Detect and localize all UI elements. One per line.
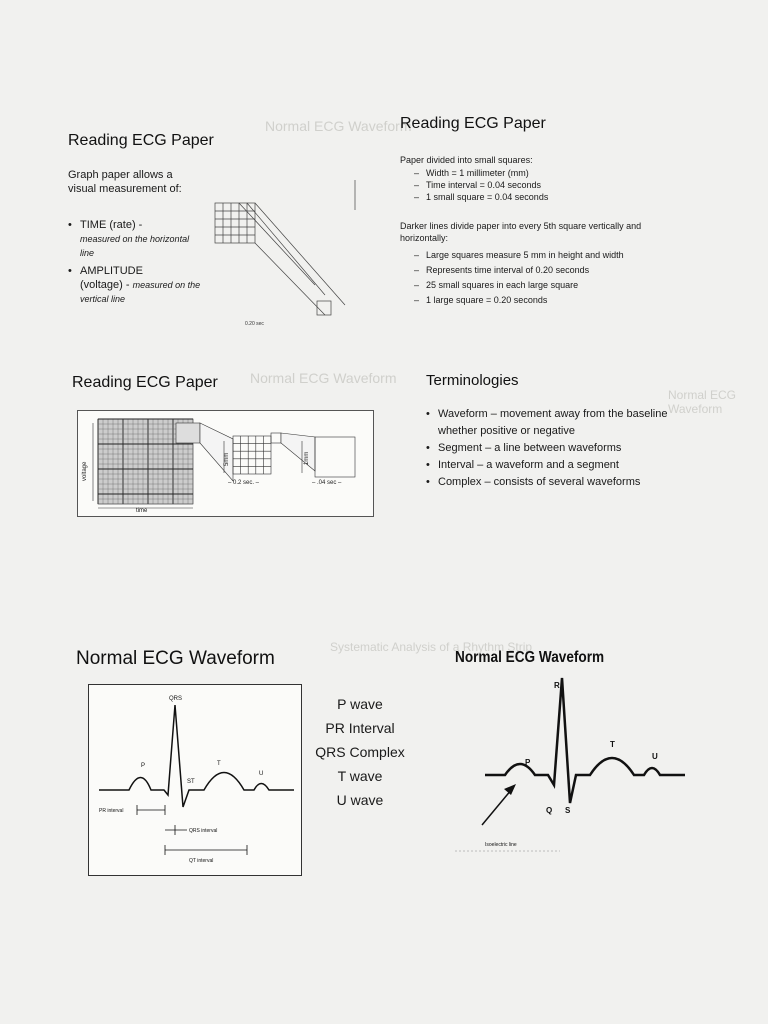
small-square-list bbox=[414, 167, 674, 203]
slide-title: Normal ECG Waveform bbox=[455, 649, 605, 666]
small-interval-label: – 0.2 sec. – bbox=[228, 480, 260, 486]
r-label: R bbox=[554, 681, 560, 690]
list-item: • Complex – consists of several waveforms bbox=[426, 474, 691, 491]
slide-reading-ecg-paper-3 bbox=[72, 370, 382, 520]
list-item: QRS Complex bbox=[315, 744, 405, 760]
list-item: T wave bbox=[337, 768, 383, 784]
ecg-waveform-svg bbox=[89, 685, 301, 875]
p-label: P bbox=[141, 763, 146, 769]
slide-normal-ecg-waveform-1 bbox=[70, 642, 410, 882]
st-label: ST bbox=[187, 779, 195, 785]
t-label: T bbox=[217, 761, 221, 767]
ecg-grid-zoom-figure bbox=[205, 175, 365, 335]
ecg-waveform-svg bbox=[440, 673, 710, 863]
slide-title: Reading ECG Paper bbox=[72, 374, 218, 391]
pr-interval-label: PR interval bbox=[99, 808, 124, 814]
slide-title: Reading ECG Paper bbox=[68, 132, 214, 149]
intro-text: Graph paper allows a visual measurement of: bbox=[68, 169, 182, 195]
item-note: measured on the horizontal line bbox=[80, 234, 190, 258]
ecg-paper-svg bbox=[78, 411, 373, 516]
qrs-interval-label: QRS interval bbox=[189, 828, 218, 834]
list-item: P wave bbox=[337, 696, 383, 712]
list-item: – 25 small squares in each large square bbox=[414, 278, 684, 293]
list-item: • AMPLITUDE (voltage) - measured on the vertical line bbox=[68, 264, 203, 306]
voltage-label: voltage bbox=[82, 461, 88, 481]
list-item: – Time interval = 0.04 seconds bbox=[414, 179, 674, 191]
isoelectric-label: Isoelectric line bbox=[485, 842, 517, 848]
ghost-text: Systematic Analysis of a Rhythm Strip bbox=[330, 640, 533, 654]
list-item: • TIME (rate) - measured on the horizontal line bbox=[68, 218, 203, 260]
u-label: U bbox=[652, 752, 658, 761]
slide-reading-ecg-paper-2 bbox=[380, 110, 690, 335]
terminology-list bbox=[426, 406, 691, 491]
t-label: T bbox=[610, 740, 615, 749]
qrs-label: QRS bbox=[169, 696, 183, 702]
list-item: • Waveform – movement away from the baseline whether positive or negative bbox=[426, 406, 691, 440]
large-square-list bbox=[414, 248, 684, 308]
large-interval-label: – .04 sec – bbox=[312, 480, 342, 486]
ghost-text: Normal ECG Waveform bbox=[250, 370, 397, 386]
qt-interval-label: QT interval bbox=[189, 858, 214, 864]
slide-terminologies bbox=[420, 370, 700, 510]
time-label: time bbox=[136, 508, 148, 514]
item-note: measured on the vertical line bbox=[80, 280, 201, 304]
list-item: PR Interval bbox=[325, 720, 395, 736]
slide-normal-ecg-waveform-2 bbox=[440, 645, 710, 865]
list-item: • Interval – a waveform and a segment bbox=[426, 457, 691, 474]
p-label: P bbox=[525, 758, 531, 767]
list-item: – Width = 1 millimeter (mm) bbox=[414, 167, 674, 179]
slide-title: Normal ECG Waveform bbox=[76, 648, 275, 669]
u-label: U bbox=[259, 771, 264, 777]
list-item: • Segment – a line between waveforms bbox=[426, 440, 691, 457]
ghost-text: Normal ECG Waveform bbox=[668, 388, 737, 416]
paragraph: Paper divided into small squares: bbox=[400, 155, 533, 165]
slide-title: Reading ECG Paper bbox=[400, 115, 546, 132]
q-label: Q bbox=[546, 806, 553, 815]
list-item: U wave bbox=[336, 792, 384, 808]
wave-list bbox=[310, 692, 410, 812]
slide-title: Terminologies bbox=[426, 372, 519, 389]
one-mm-label: 1mm bbox=[304, 451, 310, 465]
list-item: – Large squares measure 5 mm in height and width bbox=[414, 248, 684, 263]
figure-label: 0.20 sec bbox=[245, 321, 264, 327]
list-item: – 1 small square = 0.04 seconds bbox=[414, 191, 674, 203]
list-item: – Represents time interval of 0.20 seconds bbox=[414, 263, 684, 278]
five-mm-label: 5mm bbox=[224, 452, 230, 466]
s-label: S bbox=[565, 806, 571, 815]
ecg-paper-figure bbox=[77, 410, 374, 517]
list-item: – 1 large square = 0.20 seconds bbox=[414, 293, 684, 308]
waveform-diagram bbox=[88, 684, 302, 876]
paragraph: Darker lines divide paper into every 5th square vertically and horizontally: bbox=[400, 221, 642, 243]
ghost-text: Normal ECG Waveform bbox=[265, 118, 412, 134]
measurement-list bbox=[68, 218, 203, 306]
slide-reading-ecg-paper-1 bbox=[60, 120, 365, 340]
